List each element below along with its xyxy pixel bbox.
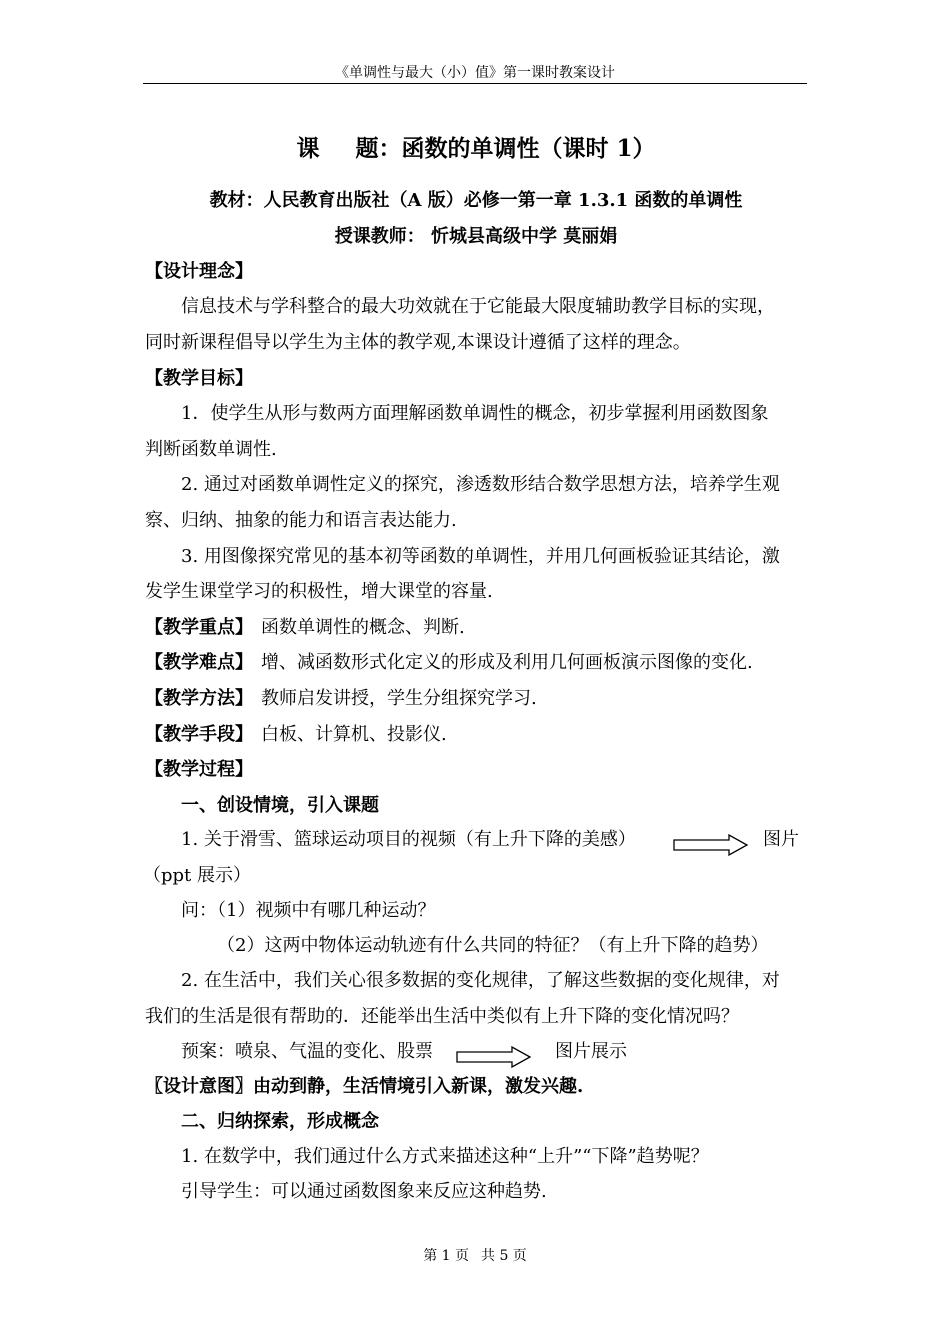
part2-item1: 1. 在数学中，我们通过什么方式来描述这种“上升”“下降”趋势呢？ [181, 1146, 709, 1167]
means-row: 【教学手段】 白板、计算机、投影仪. [145, 724, 447, 745]
objectives-heading: 【教学目标】 [145, 368, 253, 389]
lesson-title: 课 题：函数的单调性（课时 1） [296, 135, 656, 162]
part1-heading: 一、创设情境，引入课题 [181, 795, 379, 816]
right-arrow-icon [456, 1046, 532, 1068]
part1-item1: 1. 关于滑雪、篮球运动项目的视频（有上升下降的美感） [181, 829, 636, 850]
page-header: 《单调性与最大（小）值》第一课时教案设计 [335, 65, 615, 81]
objective-3-line-1: 3. 用图像探究常见的基本初等函数的单调性，并用几何画板验证其结论，激 [181, 546, 780, 567]
part1-item1-after-arrow: 图片 [763, 829, 799, 850]
objective-1-line-1: 1．使学生从形与数两方面理解函数单调性的概念，初步掌握利用函数图象 [181, 403, 769, 424]
part1-item2-line-1: 2. 在生活中，我们关心很多数据的变化规律，了解这些数据的变化规律，对 [181, 970, 780, 991]
key-point-row: 【教学重点】 函数单调性的概念、判断. [145, 617, 465, 638]
design-intent: 〖设计意图〗由动到静，生活情境引入新课，激发兴趣. [145, 1076, 584, 1097]
objective-3-line-2: 发学生课堂学习的积极性，增大课堂的容量. [145, 581, 493, 602]
design-concept-heading: 【设计理念】 [145, 261, 253, 282]
page-number: 第 1 页 [423, 1248, 469, 1264]
objective-1-line-2: 判断函数单调性. [145, 439, 277, 460]
part1-item1-cont: （ppt 展示） [143, 865, 251, 886]
part2-heading: 二、归纳探索，形成概念 [181, 1111, 379, 1132]
question-1: 问：（1）视频中有哪几种运动？ [181, 900, 436, 921]
page-total: 共 5 页 [481, 1248, 527, 1264]
method-row: 【教学方法】 教师启发讲授，学生分组探究学习. [145, 688, 537, 709]
objective-2-line-2: 察、归纳、抽象的能力和语言表达能力. [145, 510, 457, 531]
teacher-line: 授课教师： 忻城县高级中学 莫丽娟 [334, 226, 618, 247]
design-concept-line-1: 信息技术与学科整合的最大功效就在于它能最大限度辅助教学目标的实现， [181, 296, 775, 317]
page-footer [0, 1247, 950, 1265]
header-rule [143, 83, 807, 84]
right-arrow-icon [673, 834, 749, 856]
textbook-line: 教材：人民教育出版社（A 版）必修一第一章 1.3.1 函数的单调性 [209, 190, 743, 211]
process-heading: 【教学过程】 [145, 759, 253, 780]
part2-guide: 引导学生：可以通过函数图象来反应这种趋势. [181, 1181, 547, 1202]
question-2: （2）这两中物体运动轨迹有什么共同的特征？（有上升下降的趋势） [217, 935, 769, 956]
answer-after-arrow: 图片展示 [555, 1041, 627, 1062]
answer-line: 预案：喷泉、气温的变化、股票 [181, 1041, 433, 1062]
part1-item2-line-2: 我们的生活是很有帮助的．还能举出生活中类似有上升下降的变化情况吗？ [145, 1006, 739, 1027]
design-concept-line-2: 同时新课程倡导以学生为主体的教学观,本课设计遵循了这样的理念。 [145, 332, 691, 353]
objective-2-line-1: 2. 通过对函数单调性定义的探究，渗透数形结合数学思想方法，培养学生观 [181, 474, 780, 495]
difficulty-row: 【教学难点】 增、减函数形式化定义的形成及利用几何画板演示图像的变化. [145, 652, 753, 673]
